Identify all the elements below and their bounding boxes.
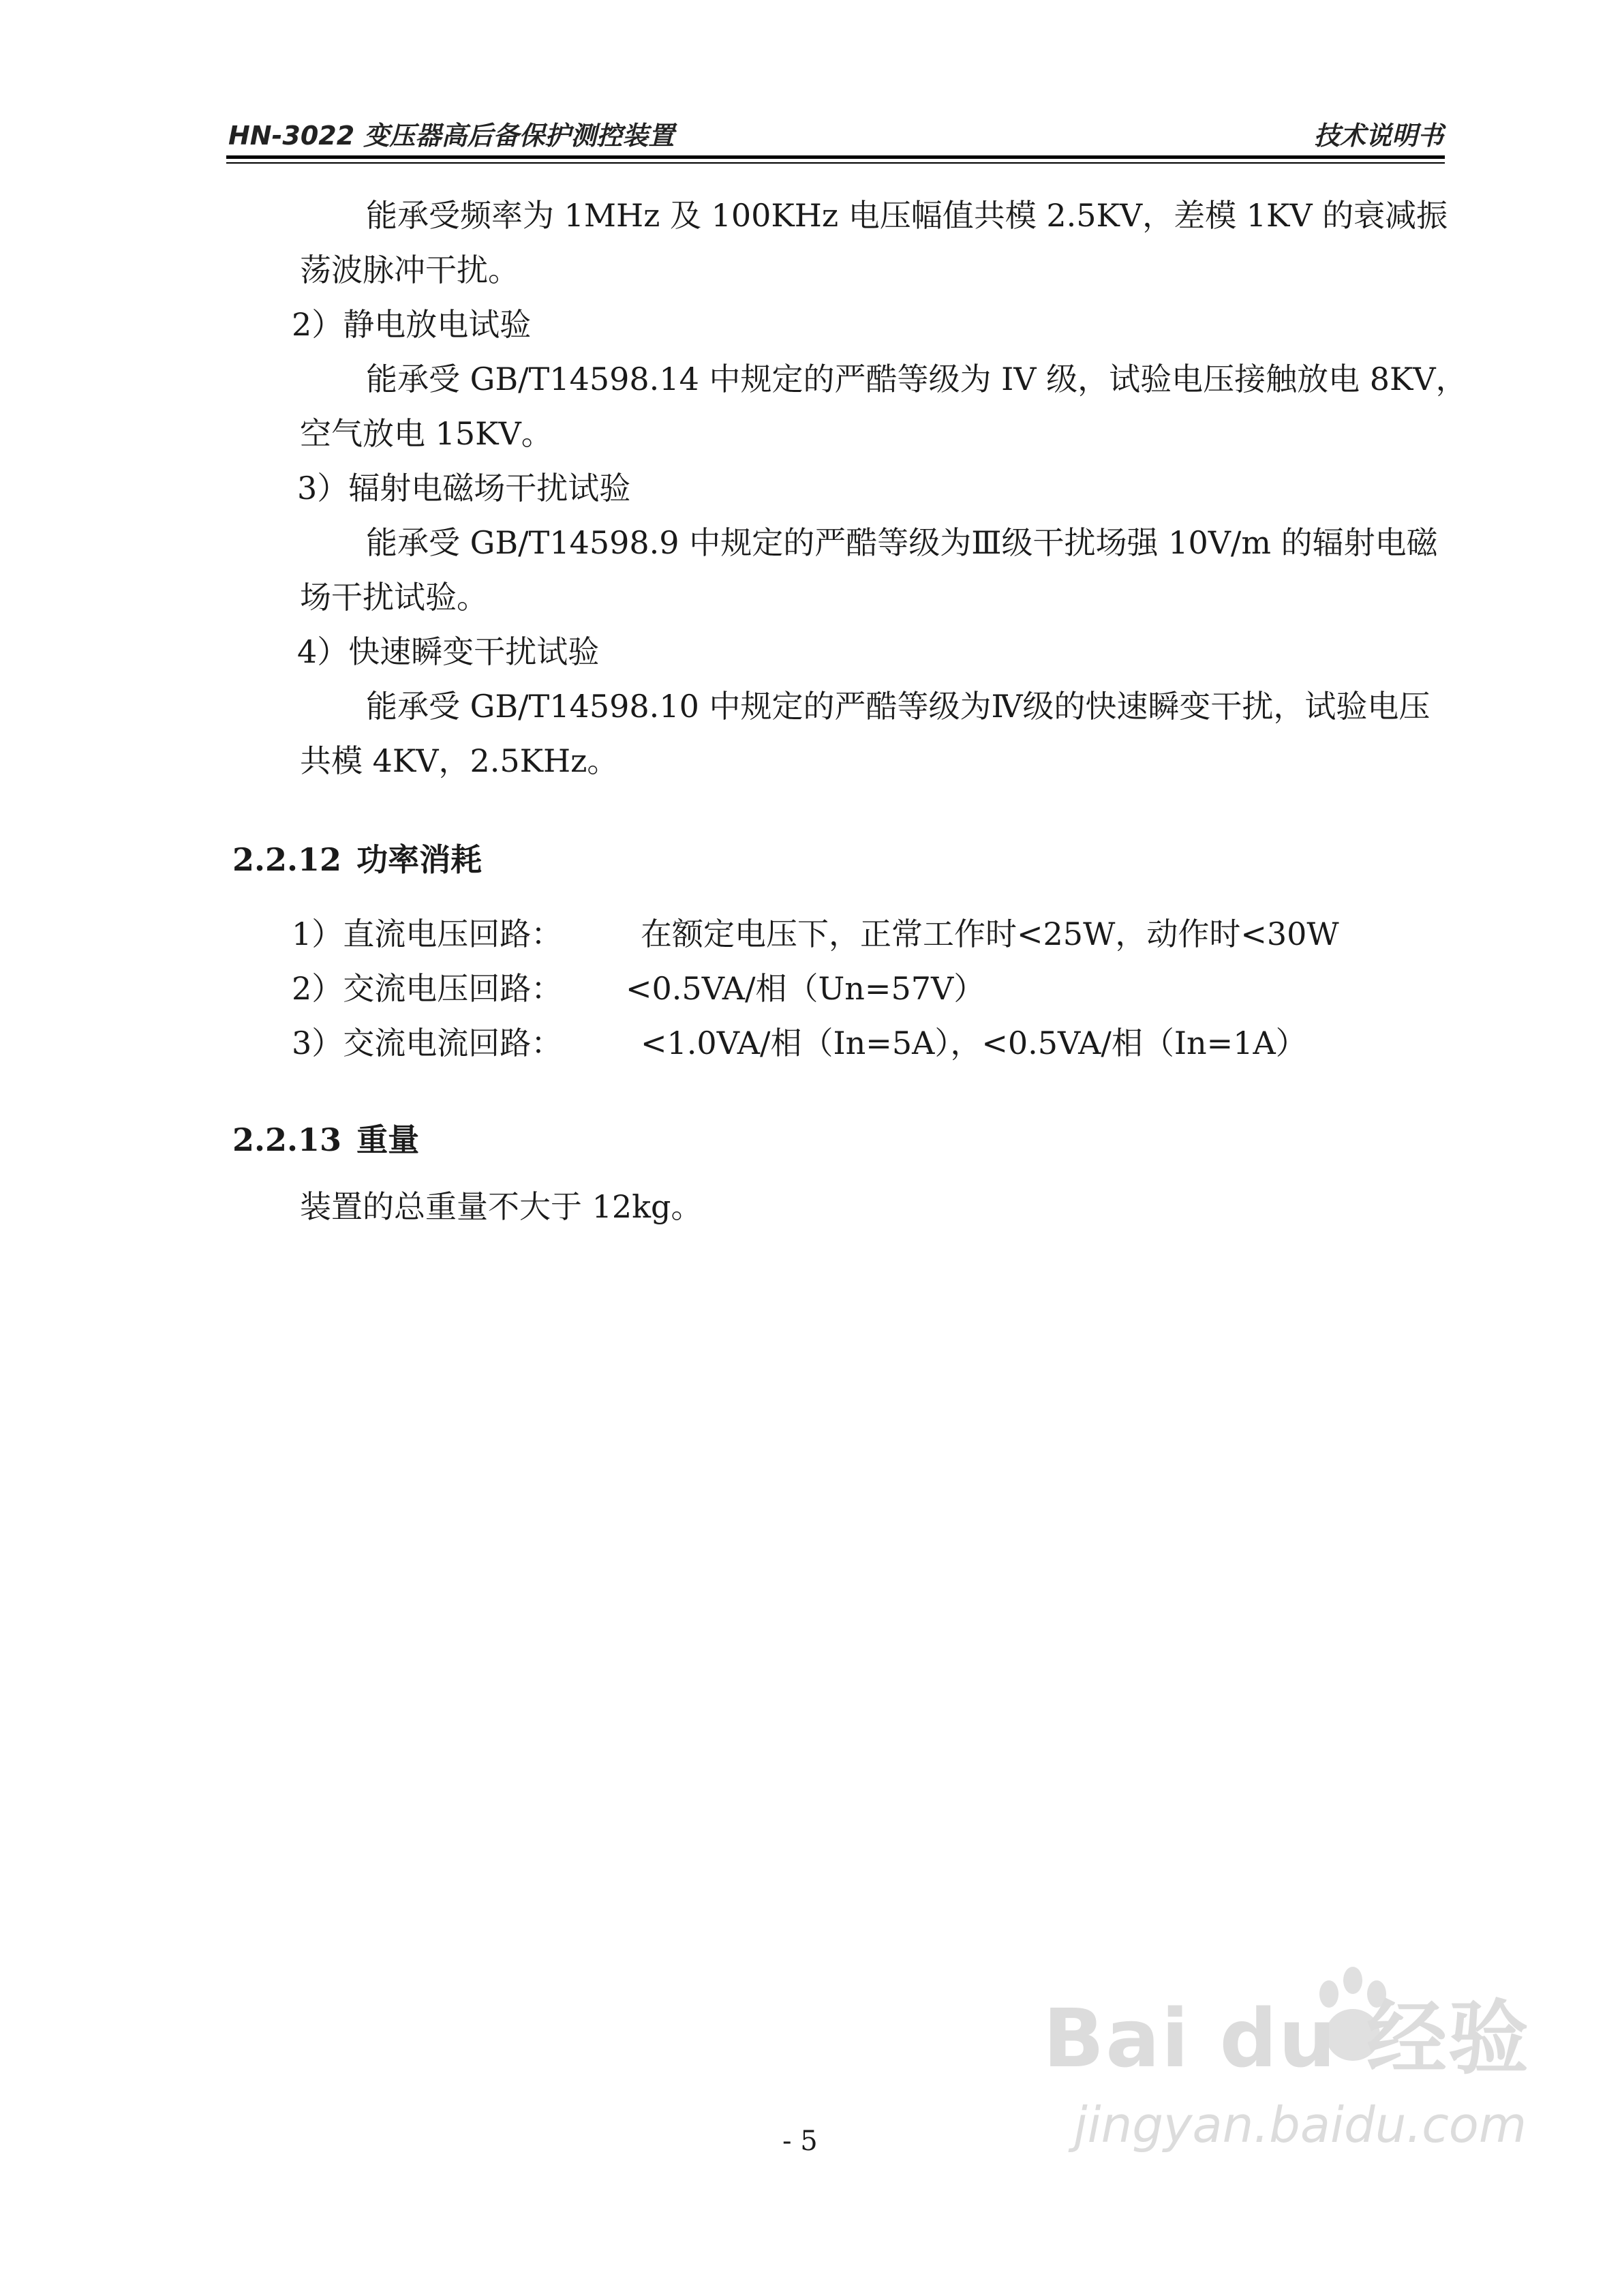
paragraph-3-line-1: 能承受 GB/T14598.9 中规定的严酷等级为Ⅲ级干扰场强 10V/m 的辐射电磁 xyxy=(366,524,1438,561)
power-row-3-value: <1.0VA/相（In=5A），<0.5VA/相（In=1A） xyxy=(641,1025,1307,1061)
paragraph-4-line-2: 共模 4KV，2.5KHz。 xyxy=(300,742,619,779)
section-heading-weight xyxy=(232,1115,419,1160)
power-row-2-label: 2）交流电压回路： xyxy=(292,970,563,1007)
paragraph-1-line-1: 能承受频率为 1MHz 及 100KHz 电压幅值共模 2.5KV，差模 1KV 的衰减振 xyxy=(366,197,1448,234)
power-row-3-label: 3）交流电流回路： xyxy=(292,1025,563,1061)
paragraph-3-line-2: 场干扰试验。 xyxy=(300,579,488,616)
item-2-heading: 2）静电放电试验 xyxy=(292,306,532,343)
paragraph-1-line-2: 荡波脉冲干扰。 xyxy=(300,252,519,288)
item-3-heading: 3）辐射电磁场干扰试验 xyxy=(297,470,631,507)
header-document-title: HN-3022 变压器高后备保护测控装置 xyxy=(228,121,675,151)
header-rule-thin xyxy=(226,162,1445,164)
section-title: 功率消耗 xyxy=(356,841,483,878)
section-heading-power-consumption xyxy=(232,835,482,880)
header-rule xyxy=(226,155,1445,159)
power-row-1-label: 1）直流电压回路： xyxy=(292,916,563,952)
watermark-url: jingyan.baidu.com xyxy=(1073,2096,1527,2154)
paragraph-2-line-1: 能承受 GB/T14598.14 中规定的严酷等级为 IV 级，试验电压接触放电 8KV， xyxy=(366,361,1467,397)
paragraph-2-line-2: 空气放电 15KV。 xyxy=(300,415,553,452)
section-number: 2.2.13 xyxy=(232,1121,342,1158)
weight-text: 装置的总重量不大于 12kg。 xyxy=(300,1188,703,1225)
power-row-2-value: <0.5VA/相（Un=57V） xyxy=(626,970,985,1007)
page-number: - 5 xyxy=(782,2126,818,2157)
section-number: 2.2.12 xyxy=(232,841,342,878)
section-title: 重量 xyxy=(356,1121,420,1158)
power-row-1-value: 在额定电压下，正常工作时<25W，动作时<30W xyxy=(641,916,1339,952)
header-manual-type: 技术说明书 xyxy=(1313,121,1443,151)
baidu-logo-watermark: Bai du 经验 xyxy=(1043,1991,1530,2085)
item-4-heading: 4）快速瞬变干扰试验 xyxy=(297,633,600,670)
paragraph-4-line-1: 能承受 GB/T14598.10 中规定的严酷等级为Ⅳ级的快速瞬变干扰，试验电压 xyxy=(366,688,1430,725)
